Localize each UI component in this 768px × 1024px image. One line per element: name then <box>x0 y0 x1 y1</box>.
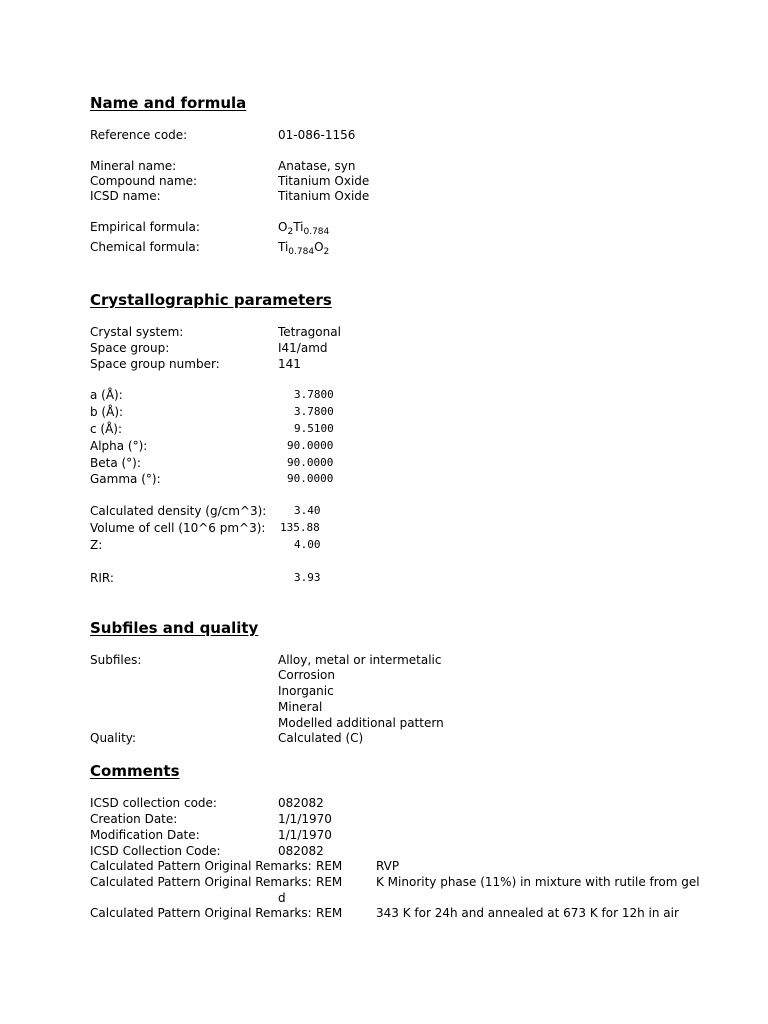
field-label: Mineral name: <box>90 159 177 173</box>
subfile-item: Modelled additional pattern <box>278 716 444 730</box>
field-value: 9.5100 <box>294 422 334 435</box>
empirical-formula-value: $O_2Ti_{0.784}$ <box>278 220 330 237</box>
field-label: Subfiles: <box>90 653 142 667</box>
space-group-number-row <box>0 356 768 372</box>
alpha-row <box>0 438 768 454</box>
field-value: Tetragonal <box>278 325 341 339</box>
remark-label: Calculated Pattern Original Remarks: <box>90 906 312 920</box>
quality-row <box>0 730 768 746</box>
creation-date-row <box>0 811 768 827</box>
field-value: 3.40 <box>294 504 321 517</box>
section-title-subfiles-and-quality: Subfiles and quality <box>90 619 259 637</box>
field-label: Gamma (°): <box>90 472 161 486</box>
icsd-collection-code-row <box>0 795 768 811</box>
field-value: 90.0000 <box>287 439 334 452</box>
field-value: 4.00 <box>294 538 321 551</box>
remark-row <box>0 858 768 874</box>
subfile-item: Alloy, metal or intermetalic <box>278 653 442 667</box>
subfiles-row <box>0 683 768 699</box>
icsd-collection-code-row <box>0 843 768 859</box>
field-label: Volume of cell (10^6 pm^3): <box>90 521 266 535</box>
cell-volume-row <box>0 520 768 536</box>
subfile-item: Mineral <box>278 700 323 714</box>
cell-a-row <box>0 387 768 403</box>
field-value: Anatase, syn <box>278 159 356 173</box>
remark-tag: REM <box>316 859 343 873</box>
subfiles-row <box>0 652 768 668</box>
remark-label: Calculated Pattern Original Remarks: <box>90 875 312 889</box>
field-label: Reference code: <box>90 128 188 142</box>
field-label: Compound name: <box>90 174 198 188</box>
remark-wrap-text: d <box>278 891 286 905</box>
remark-tag: REM <box>316 875 343 889</box>
reference-code-row <box>0 127 768 143</box>
field-value: 1/1/1970 <box>278 812 332 826</box>
remark-row <box>0 905 768 921</box>
remark-text: RVP <box>376 859 400 873</box>
beta-row <box>0 455 768 471</box>
remark-text: K Minority phase (11%) in mixture with rutile from gel <box>376 875 700 889</box>
field-label: b (Å): <box>90 405 124 419</box>
chemical-formula-row <box>0 239 768 255</box>
field-value: 90.0000 <box>287 472 334 485</box>
field-label: Crystal system: <box>90 325 184 339</box>
field-value: 082082 <box>278 844 324 858</box>
field-label: Modification Date: <box>90 828 200 842</box>
field-value: 141 <box>278 357 301 371</box>
subfile-item: Corrosion <box>278 668 335 682</box>
field-label: a (Å): <box>90 388 123 402</box>
field-value: Calculated (C) <box>278 731 364 745</box>
density-row <box>0 503 768 519</box>
section-title-name-and-formula: Name and formula <box>90 94 247 112</box>
field-value: 90.0000 <box>287 456 334 469</box>
empirical-formula-row <box>0 219 768 235</box>
field-value: 135.88 <box>280 521 320 534</box>
field-label: Creation Date: <box>90 812 178 826</box>
section-title-crystallographic-parameters: Crystallographic parameters <box>90 291 332 309</box>
field-value: 3.7800 <box>294 388 334 401</box>
subfile-item: Inorganic <box>278 684 334 698</box>
remark-tag: REM <box>316 906 343 920</box>
modification-date-row <box>0 827 768 843</box>
icsd-name-row <box>0 188 768 204</box>
field-label: Beta (°): <box>90 456 141 470</box>
field-label: Space group: <box>90 341 170 355</box>
remark-text: 343 K for 24h and annealed at 673 K for 12h in air <box>376 906 679 920</box>
subfiles-row <box>0 715 768 731</box>
field-label: ICSD name: <box>90 189 161 203</box>
crystal-system-row <box>0 324 768 340</box>
field-value: 3.93 <box>294 571 321 584</box>
field-value: 01-086-1156 <box>278 128 356 142</box>
field-label: Quality: <box>90 731 137 745</box>
field-label: Empirical formula: <box>90 220 200 234</box>
field-label: Space group number: <box>90 357 220 371</box>
mineral-name-row <box>0 158 768 174</box>
subfiles-row <box>0 667 768 683</box>
compound-name-row <box>0 173 768 189</box>
remark-wrap-row <box>0 890 768 906</box>
field-label: ICSD Collection Code: <box>90 844 221 858</box>
cell-b-row <box>0 404 768 420</box>
field-label: Calculated density (g/cm^3): <box>90 504 267 518</box>
field-label: c (Å): <box>90 422 123 436</box>
gamma-row <box>0 471 768 487</box>
field-value: I41/amd <box>278 341 328 355</box>
field-label: Alpha (°): <box>90 439 148 453</box>
field-label: Z: <box>90 538 103 552</box>
chemical-formula-value: $Ti_{0.784}O_2$ <box>278 240 330 257</box>
rir-row <box>0 570 768 586</box>
field-value: Titanium Oxide <box>278 174 370 188</box>
field-value: 3.7800 <box>294 405 334 418</box>
field-value: Titanium Oxide <box>278 189 370 203</box>
space-group-row <box>0 340 768 356</box>
field-label: RIR: <box>90 571 114 585</box>
field-value: 1/1/1970 <box>278 828 332 842</box>
z-row <box>0 537 768 553</box>
remark-row <box>0 874 768 890</box>
field-label: Chemical formula: <box>90 240 200 254</box>
remark-label: Calculated Pattern Original Remarks: <box>90 859 312 873</box>
field-value: 082082 <box>278 796 324 810</box>
field-label: ICSD collection code: <box>90 796 217 810</box>
section-title-comments: Comments <box>90 762 180 780</box>
cell-c-row <box>0 421 768 437</box>
subfiles-row <box>0 699 768 715</box>
